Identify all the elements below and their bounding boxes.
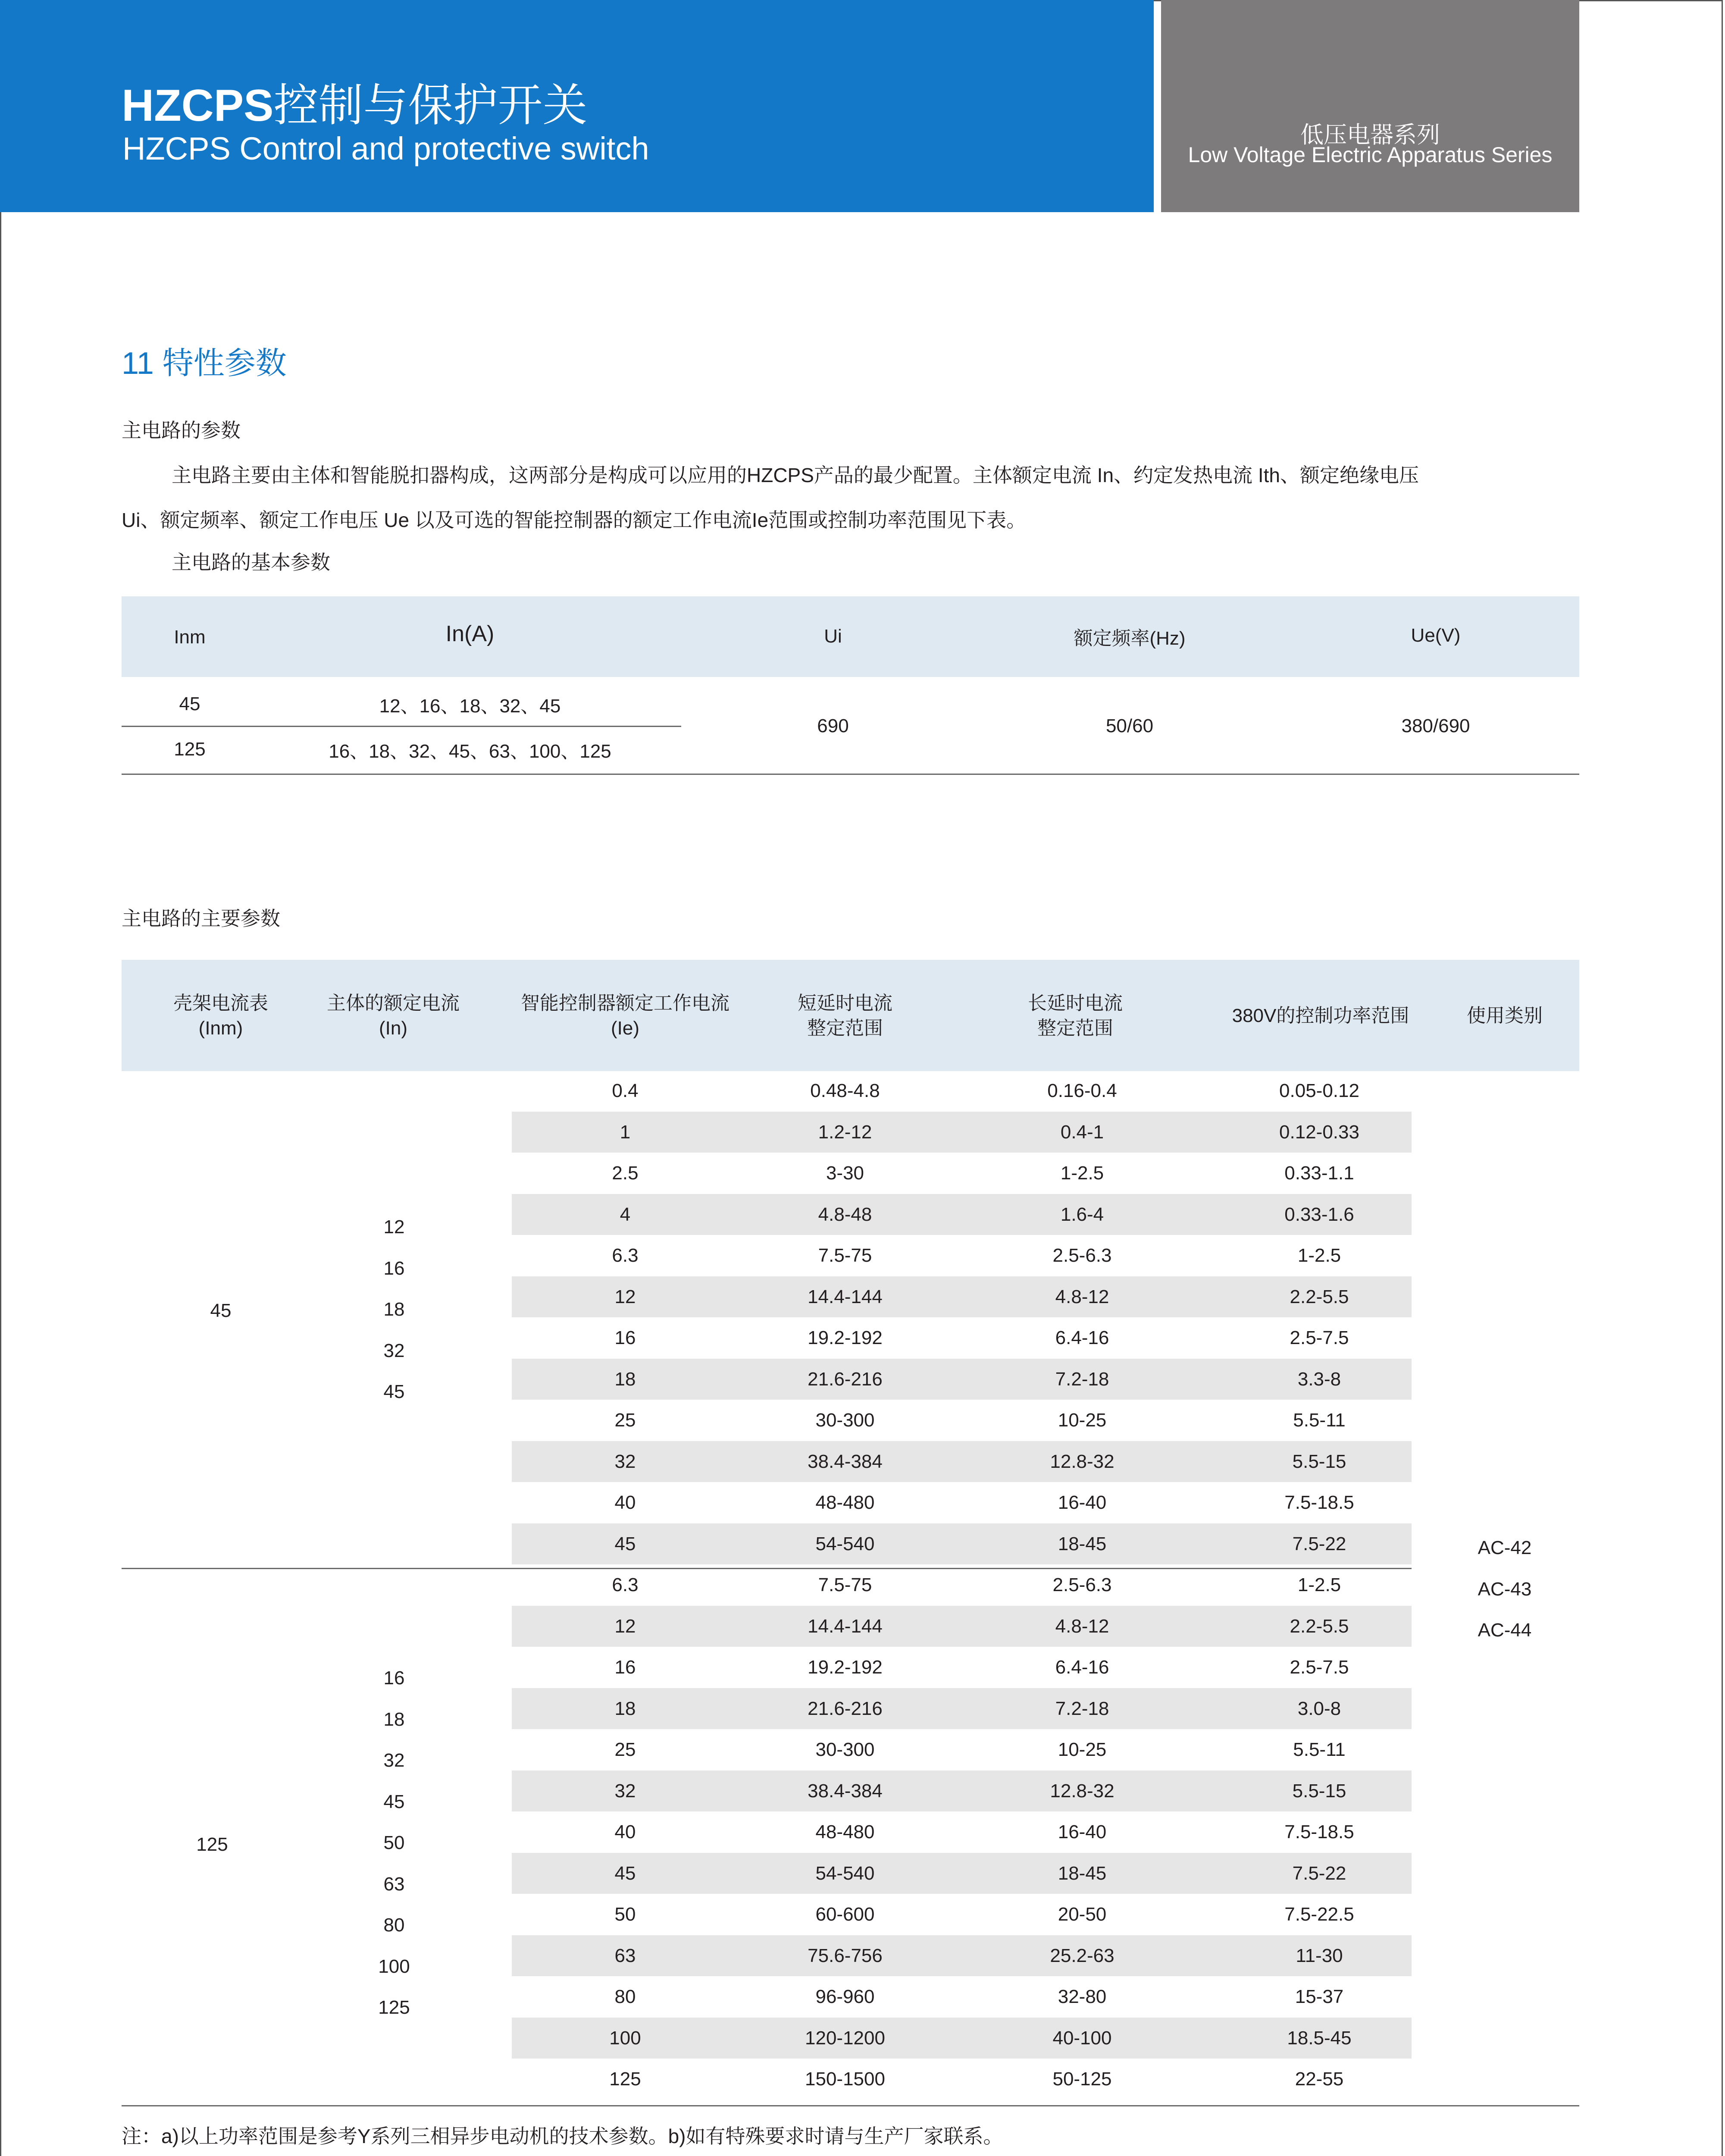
main-table-cell: 21.6-216 <box>808 1698 883 1719</box>
header-line: 整定范围 <box>807 1018 883 1039</box>
basic-cell-inm: 125 <box>174 739 206 760</box>
main-table-cell: 18-45 <box>1058 1862 1107 1884</box>
main-table-cell: 50 <box>614 1904 636 1925</box>
main-table-cell: 7.5-18.5 <box>1284 1821 1354 1843</box>
row-stripe <box>512 1606 1412 1647</box>
main-table-cell: 1-2.5 <box>1060 1163 1104 1184</box>
inm-cell: 45 <box>210 1300 232 1321</box>
header-line: 使用类别 <box>1467 1005 1543 1026</box>
main-table-cell: 0.48-4.8 <box>810 1080 880 1101</box>
main-table-cell: 2.5-6.3 <box>1052 1245 1112 1266</box>
main-table-cell: 0.05-0.12 <box>1279 1080 1359 1101</box>
in-value-cell: 45 <box>383 1791 405 1812</box>
main-table-cell: 6.3 <box>612 1245 639 1266</box>
main-table-cell: 14.4-144 <box>808 1615 883 1637</box>
header-line: 主体的额定电流 <box>327 993 460 1014</box>
main-table-cell: 25 <box>614 1410 636 1431</box>
main-table-cell: 6.4-16 <box>1055 1657 1109 1678</box>
main-table-cell: 2.5-7.5 <box>1290 1327 1349 1348</box>
main-table-cell: 48-480 <box>815 1492 875 1513</box>
main-table-cell: 3-30 <box>826 1163 864 1184</box>
main-table-cell: 25 <box>614 1739 636 1760</box>
main-table-cell: 80 <box>614 1986 636 2007</box>
header-line: 智能控制器额定工作电流 <box>521 993 729 1014</box>
main-table-cell: 6.4-16 <box>1055 1327 1109 1348</box>
basic-header-cell: In(A) <box>445 621 495 646</box>
main-table-cell: 2.5 <box>612 1163 639 1184</box>
main-table-cell: 4.8-12 <box>1055 1286 1109 1307</box>
main-table-cell: 14.4-144 <box>808 1286 883 1307</box>
in-value-cell: 80 <box>383 1915 405 1936</box>
basic-cell-ui: 690 <box>817 715 849 736</box>
main-table-cell: 12 <box>614 1615 636 1637</box>
main-table-cell: 1-2.5 <box>1297 1245 1341 1266</box>
main-table-cell: 7.5-22 <box>1292 1862 1346 1884</box>
main-table-cell: 30-300 <box>815 1410 875 1431</box>
main-table-cell: 60-600 <box>815 1904 875 1925</box>
main-table-cell: 1.2-12 <box>818 1121 872 1143</box>
header-line: 短延时电流 <box>798 993 892 1014</box>
in-value-cell: 50 <box>383 1832 405 1853</box>
header-line: 壳架电流表 <box>173 993 268 1014</box>
basic-header-cell: Inm <box>174 627 206 648</box>
in-value-cell: 32 <box>383 1750 405 1771</box>
main-table-cell: 7.5-22 <box>1292 1533 1346 1554</box>
main-table-cell: 7.2-18 <box>1055 1368 1109 1390</box>
main-table-cell: 32 <box>614 1451 636 1472</box>
main-table-cell: 30-300 <box>815 1739 875 1760</box>
main-table-cell: 12 <box>614 1286 636 1307</box>
basic-header-cell: Ue(V) <box>1411 625 1461 646</box>
main-header-cell <box>521 991 729 1041</box>
in-value-cell: 16 <box>383 1257 405 1279</box>
main-table-cell: 40-100 <box>1052 2027 1112 2049</box>
main-table-cell: 2.2-5.5 <box>1290 1286 1349 1307</box>
main-table-cell: 32 <box>614 1780 636 1802</box>
main-table-cell: 4.8-12 <box>1055 1615 1109 1637</box>
main-header-cell <box>327 991 460 1041</box>
main-table-cell: 2.5-7.5 <box>1290 1657 1349 1678</box>
main-table-cell: 54-540 <box>815 1862 875 1884</box>
basic-header-cell: Ui <box>824 626 842 647</box>
row-stripe <box>512 1935 1412 1976</box>
main-table-cell: 18-45 <box>1058 1533 1107 1554</box>
main-table-cell: 63 <box>614 1945 636 1966</box>
main-table-cell: 38.4-384 <box>808 1451 883 1472</box>
in-value-cell: 16 <box>383 1667 405 1689</box>
row-stripe <box>512 1194 1412 1235</box>
main-table-cell: 11-30 <box>1296 1945 1343 1966</box>
main-table-cell: 0.16-0.4 <box>1047 1080 1117 1101</box>
row-stripe <box>512 1112 1412 1153</box>
basic-table-header <box>122 596 1579 677</box>
basic-cell-ue: 380/690 <box>1401 715 1470 736</box>
main-header-cell <box>1467 1003 1543 1028</box>
section-subtitle: 主电路的参数 <box>122 419 241 442</box>
main-table-cell: 0.12-0.33 <box>1279 1121 1359 1143</box>
row-stripe <box>512 1359 1412 1400</box>
main-table-cell: 100 <box>609 2027 641 2049</box>
paragraph-line-1: 主电路主要由主体和智能脱扣器构成，这两部分是构成可以应用的HZCPS产品的最少配置。主体额定电流 In、约定发热电流 Ith、额定绝缘电压 <box>172 464 1419 486</box>
main-table-cell: 16 <box>614 1327 636 1348</box>
header-line: (Inm) <box>198 1018 243 1039</box>
main-table-cell: 16 <box>614 1657 636 1678</box>
row-stripe <box>512 1688 1412 1729</box>
main-table-cell: 4.8-48 <box>818 1203 872 1225</box>
header-line: (Ie) <box>611 1018 639 1039</box>
main-table-cell: 1 <box>620 1121 631 1143</box>
in-value-cell: 63 <box>383 1873 405 1895</box>
basic-cell-in: 12、16、18、32、45 <box>379 696 561 717</box>
main-table-cell: 125 <box>609 2068 641 2090</box>
in-value-cell: 100 <box>378 1955 410 1977</box>
main-table-cell: 22-55 <box>1295 2068 1344 2090</box>
basic-table-bottom-rule <box>122 774 1579 775</box>
main-header-cell <box>1232 1003 1409 1028</box>
main-header-cell <box>1028 991 1123 1041</box>
series-banner <box>1161 0 1579 212</box>
main-table-cell: 6.3 <box>612 1574 639 1595</box>
header-line: 380V的控制功率范围 <box>1232 1005 1409 1026</box>
main-table-cell: 18 <box>614 1368 636 1390</box>
main-table-cell: 10-25 <box>1058 1739 1107 1760</box>
row-stripe <box>512 2018 1412 2059</box>
main-table-cell: 18 <box>614 1698 636 1719</box>
main-table-cell: 75.6-756 <box>808 1945 883 1966</box>
main-table-cell: 16-40 <box>1058 1492 1107 1513</box>
main-table-cell: 5.5-15 <box>1292 1780 1346 1802</box>
main-table-cell: 25.2-63 <box>1050 1945 1115 1966</box>
main-table-cell: 45 <box>614 1533 636 1554</box>
main-table-label: 主电路的主要参数 <box>122 907 280 930</box>
in-value-cell: 45 <box>383 1381 405 1402</box>
basic-row-divider <box>122 726 681 727</box>
main-table-cell: 2.2-5.5 <box>1290 1615 1349 1637</box>
header-line: 长延时电流 <box>1028 993 1123 1014</box>
main-table-cell: 10-25 <box>1058 1410 1107 1431</box>
usage-category-cell: AC-42 <box>1478 1537 1532 1558</box>
main-table-cell: 7.5-18.5 <box>1284 1492 1354 1513</box>
main-table-cell: 120-1200 <box>805 2027 885 2049</box>
main-table-cell: 12.8-32 <box>1050 1780 1115 1802</box>
main-table-cell: 5.5-11 <box>1293 1410 1346 1431</box>
main-table-cell: 5.5-11 <box>1293 1739 1346 1760</box>
main-header-cell <box>173 991 268 1041</box>
main-table-bottom-rule <box>122 2105 1579 2106</box>
main-table-cell: 0.33-1.6 <box>1284 1203 1354 1225</box>
main-table-cell: 45 <box>614 1862 636 1884</box>
main-table-cell: 16-40 <box>1058 1821 1107 1843</box>
main-table-cell: 4 <box>620 1203 631 1225</box>
row-stripe <box>512 1523 1412 1564</box>
header-line: 整定范围 <box>1037 1018 1113 1039</box>
main-table-cell: 38.4-384 <box>808 1780 883 1802</box>
main-table-cell: 3.0-8 <box>1297 1698 1341 1719</box>
basic-table-label: 主电路的基本参数 <box>172 551 330 573</box>
usage-category-cell: AC-43 <box>1478 1578 1532 1600</box>
main-table-cell: 1.6-4 <box>1060 1203 1104 1225</box>
series-title-cn: 低压电器系列 <box>1300 122 1440 148</box>
basic-cell-inm: 45 <box>179 693 200 714</box>
main-table-cell: 40 <box>614 1821 636 1843</box>
in-value-cell: 18 <box>383 1708 405 1730</box>
in-value-cell: 32 <box>383 1340 405 1361</box>
main-table-cell: 40 <box>614 1492 636 1513</box>
main-table-cell: 1-2.5 <box>1297 1574 1341 1595</box>
main-table-cell: 48-480 <box>815 1821 875 1843</box>
basic-cell-in: 16、18、32、45、63、100、125 <box>329 741 611 762</box>
main-table-cell: 18.5-45 <box>1287 2027 1352 2049</box>
main-table-cell: 3.3-8 <box>1297 1368 1341 1390</box>
main-table-cell: 7.5-75 <box>818 1245 872 1266</box>
basic-header-cell: 额定频率(Hz) <box>1074 628 1186 649</box>
usage-category-cell: AC-44 <box>1478 1620 1532 1641</box>
footnote: 注：a)以上功率范围是参考Y系列三相异步电动机的技术参数。b)如有特殊要求时请与生产厂家联系。 <box>122 2125 1003 2147</box>
main-table-cell: 0.4 <box>612 1080 639 1101</box>
in-value-cell: 18 <box>383 1299 405 1320</box>
inm-cell: 125 <box>196 1834 228 1855</box>
main-table-cell: 19.2-192 <box>808 1657 883 1678</box>
main-table-cell: 7.5-22.5 <box>1284 1904 1354 1925</box>
main-table-cell: 7.5-75 <box>818 1574 872 1595</box>
main-table-cell: 32-80 <box>1058 1986 1107 2007</box>
main-table-cell: 15-37 <box>1295 1986 1344 2007</box>
main-table-cell: 0.33-1.1 <box>1284 1163 1354 1184</box>
main-table-cell: 21.6-216 <box>808 1368 883 1390</box>
main-table-cell: 0.4-1 <box>1060 1121 1104 1143</box>
main-table-cell: 2.5-6.3 <box>1052 1574 1112 1595</box>
group-divider <box>122 1568 1412 1569</box>
main-table-cell: 12.8-32 <box>1050 1451 1115 1472</box>
title-cn: 控制与保护开关 <box>273 81 588 131</box>
in-value-cell: 125 <box>378 1997 410 2018</box>
row-stripe <box>512 1276 1412 1317</box>
main-table-cell: 54-540 <box>815 1533 875 1554</box>
main-header-cell <box>798 991 892 1041</box>
row-stripe <box>512 1441 1412 1482</box>
page-title <box>122 69 588 134</box>
main-table-cell: 7.2-18 <box>1055 1698 1109 1719</box>
in-value-cell: 12 <box>383 1216 405 1238</box>
basic-cell-freq: 50/60 <box>1105 715 1154 736</box>
main-table-cell: 50-125 <box>1052 2068 1112 2090</box>
page-title-en: HZCPS Control and protective switch <box>122 131 649 166</box>
title-model: HZCPS <box>122 81 274 131</box>
main-table-cell: 150-1500 <box>805 2068 885 2090</box>
row-stripe <box>512 1771 1412 1811</box>
main-table-cell: 19.2-192 <box>808 1327 883 1348</box>
main-table-cell: 96-960 <box>815 1986 875 2007</box>
paragraph-line-2: Ui、额定频率、额定工作电压 Ue 以及可选的智能控制器的额定工作电流Ie范围或控制功率范围见下表。 <box>122 509 1027 531</box>
main-table-cell: 5.5-15 <box>1292 1451 1346 1472</box>
section-title: 11 特性参数 <box>122 346 287 381</box>
header-line: (In) <box>379 1018 407 1039</box>
row-stripe <box>512 1853 1412 1894</box>
series-title-en: Low Voltage Electric Apparatus Series <box>1188 143 1553 167</box>
main-table-cell: 20-50 <box>1058 1904 1107 1925</box>
